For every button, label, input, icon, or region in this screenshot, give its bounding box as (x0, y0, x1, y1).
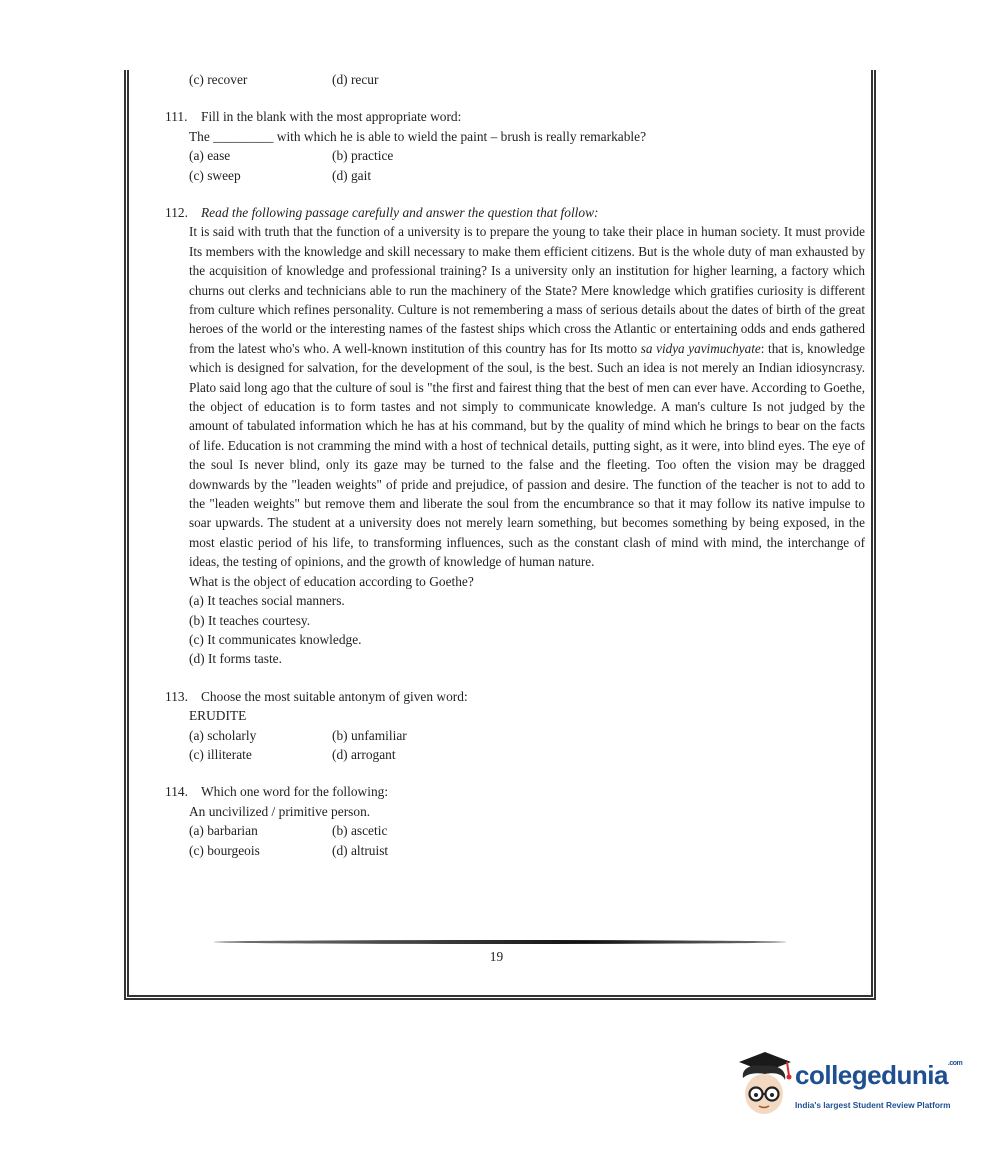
question-112 (165, 203, 865, 222)
option-b: (b) It teaches courtesy. (189, 612, 311, 628)
options-row (165, 821, 865, 840)
question-phrase: An uncivilized / primitive person. (189, 803, 371, 819)
option-a: (a) barbarian (189, 823, 258, 839)
option-b: (b) ascetic (332, 823, 388, 839)
footer-divider (214, 940, 786, 944)
question-number: 114. (165, 784, 188, 800)
options-row (165, 726, 865, 745)
brand-name (795, 1060, 962, 1091)
passage-text: It is said with truth that the function of a university is to prepare the young to take their place in human society. It must provide Its members with the knowledge and skill necessary to make them efficient citizens. But is the whole duty of man exhausted by the acquisition of knowledge and professional training? Is a university only an institution for higher learning, a factory which churns out clerks and technicians able to run the machinery of the State? Mere knowledge which gratifies curiosity is different from culture which refines personality. Culture is not remembering a mass of serious details about the dates of birth of the great heroes of the world or the interesting names of the fastest ships which cross the Atlantic or entertaining odds and ends gathered from the latest who's who. A well-known institution of this country has for Its motto (189, 224, 865, 356)
options-row (165, 146, 865, 165)
question-number: 112. (165, 204, 188, 220)
reading-passage (165, 222, 865, 571)
question-number: 111. (165, 109, 188, 125)
option-d: (d) arrogant (332, 746, 396, 762)
question-sentence: The _________ with which he is able to wield the paint – brush is really remarkable? (189, 128, 647, 144)
question-text: What is the object of education according to Goethe? (189, 573, 474, 589)
prev-question-options (165, 70, 865, 89)
option-d: (d) altruist (332, 842, 389, 858)
question-113 (165, 687, 865, 706)
option-c: (c) bourgeois (189, 842, 260, 858)
question-prompt: Choose the most suitable antonym of given word: (201, 688, 468, 704)
option-c: (c) recover (189, 72, 248, 87)
option-d: (d) It forms taste. (189, 651, 282, 667)
question-prompt: Read the following passage carefully and answer the question that follow: (201, 204, 599, 220)
page-number: 19 (489, 949, 504, 964)
question-114 (165, 782, 865, 801)
option-c: (c) sweep (189, 167, 241, 183)
question-word: ERUDITE (189, 708, 247, 724)
option-d: (d) gait (332, 167, 372, 183)
option-a: (a) scholarly (189, 727, 257, 743)
passage-text: : that is, knowledge which is designed for salvation, for the development of the soul, is the best. Such an idea is not merely an Indian idiosyncrasy. Plato said long ago that the culture of soul is "the first and fairest thing that the best of men can ever have. According to Goethe, the object of education is to form tastes and not simply to communicate knowledge. A man's culture Is not judged by the amount of tabulated information which he has at his command, but by the quality of mind which he brings to bear on the facts of life. Education is not cramming the mind with a host of technical details, putting sight, as it were, into blind eyes. The eye of the soul Is never blind, only its gaze may be turned to the false and the fleeting. Too often the vision may be dragged downwards by the "leaden weights" of pride and prejudice, of passion and desire. The function of the teacher is not to add to the "leaden weights" but remove them and liberate the soul from the encumbrance so that it may follow its native impulse to soar upwards. The student at a university does not merely learn something, but becomes something by being exposed, in the most elastic period of his life, to transforming influences, such as the constant clash of mind with mind, the interchange of ideas, the testing of opinions, and the growth of knowledge of human nature. (189, 340, 865, 570)
brand-tagline: India's largest Student Review Platform (795, 1100, 951, 1110)
options-row (165, 841, 865, 860)
passage-motto: sa vidya yavimuchyate (640, 340, 761, 356)
question-prompt: Fill in the blank with the most appropriate word: (201, 109, 462, 125)
option-b: (b) unfamiliar (332, 727, 407, 743)
options-row (165, 166, 865, 185)
option-d: (d) recur (332, 72, 379, 87)
brand-suffix: .com (947, 1060, 963, 1067)
option-a: (a) It teaches social manners. (189, 593, 345, 609)
student-mascot-icon (735, 1048, 795, 1124)
option-a: (a) ease (189, 148, 231, 164)
option-b: (b) practice (332, 148, 394, 164)
options-row (165, 745, 865, 764)
collegedunia-logo[interactable] (735, 1048, 965, 1124)
question-page (165, 70, 865, 860)
question-prompt: Which one word for the following: (201, 784, 389, 800)
option-c: (c) It communicates knowledge. (189, 631, 362, 647)
question-number: 113. (165, 688, 188, 704)
option-c: (c) illiterate (189, 746, 252, 762)
question-111 (165, 107, 865, 126)
brand-text: collegedunia (795, 1060, 948, 1090)
